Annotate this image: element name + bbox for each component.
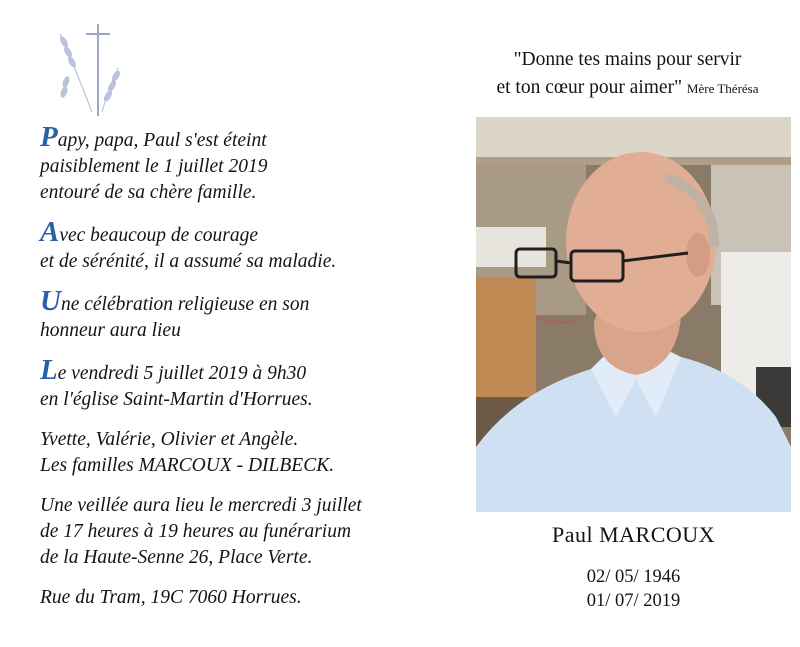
text-line: Yvette, Valérie, Olivier et Angèle.	[40, 429, 299, 450]
drop-initial: U	[40, 285, 61, 317]
paragraph-death-announcement	[40, 121, 440, 206]
text-line: entouré de sa chère famille.	[40, 182, 257, 203]
drop-initial: A	[40, 216, 60, 248]
text-line: e vendredi 5 juillet 2019 à 9h30	[57, 363, 307, 384]
deceased-name: Paul MARCOUX	[551, 522, 716, 547]
text-line: vec beaucoup de courage	[59, 225, 259, 246]
portrait-photo	[476, 117, 791, 512]
paragraph-courage	[40, 216, 440, 275]
announcement-text	[40, 121, 440, 625]
life-dates	[476, 565, 791, 613]
text-line: de 17 heures à 19 heures au funérarium	[40, 521, 352, 542]
birth-date: 02/ 05/ 1946	[586, 567, 681, 587]
drop-initial: L	[40, 354, 58, 386]
paragraph-wake	[40, 493, 440, 571]
text-line: apy, papa, Paul s'est éteint	[57, 130, 267, 151]
text-line: Les familles MARCOUX - DILBECK.	[40, 455, 335, 476]
quote-block	[455, 46, 800, 103]
text-line: et de sérénité, il a assumé sa maladie.	[40, 251, 337, 272]
paragraph-family	[40, 427, 440, 479]
cross-with-wheat-icon	[46, 20, 136, 120]
text-line: paisiblement le 1 juillet 2019	[40, 156, 268, 177]
quote-line: "Donne tes mains pour servir	[513, 49, 742, 70]
paragraph-celebration	[40, 285, 440, 344]
address-line: Rue du Tram, 19C 7060 Horrues.	[40, 587, 302, 608]
text-line: Une veillée aura lieu le mercredi 3 juillet	[40, 495, 362, 516]
text-line: en l'église Saint-Martin d'Horrues.	[40, 389, 313, 410]
text-line: de la Haute-Senne 26, Place Verte.	[40, 547, 313, 568]
quote-line: et ton cœur pour aimer"	[496, 77, 683, 98]
quote-author: Mère Thérésa	[686, 81, 759, 96]
text-line: ne célébration religieuse en son	[60, 294, 310, 315]
paragraph-address	[40, 585, 440, 611]
death-date: 01/ 07/ 2019	[586, 591, 681, 611]
drop-initial: P	[40, 121, 58, 153]
text-line: honneur aura lieu	[40, 320, 181, 341]
paragraph-date-location	[40, 354, 440, 413]
